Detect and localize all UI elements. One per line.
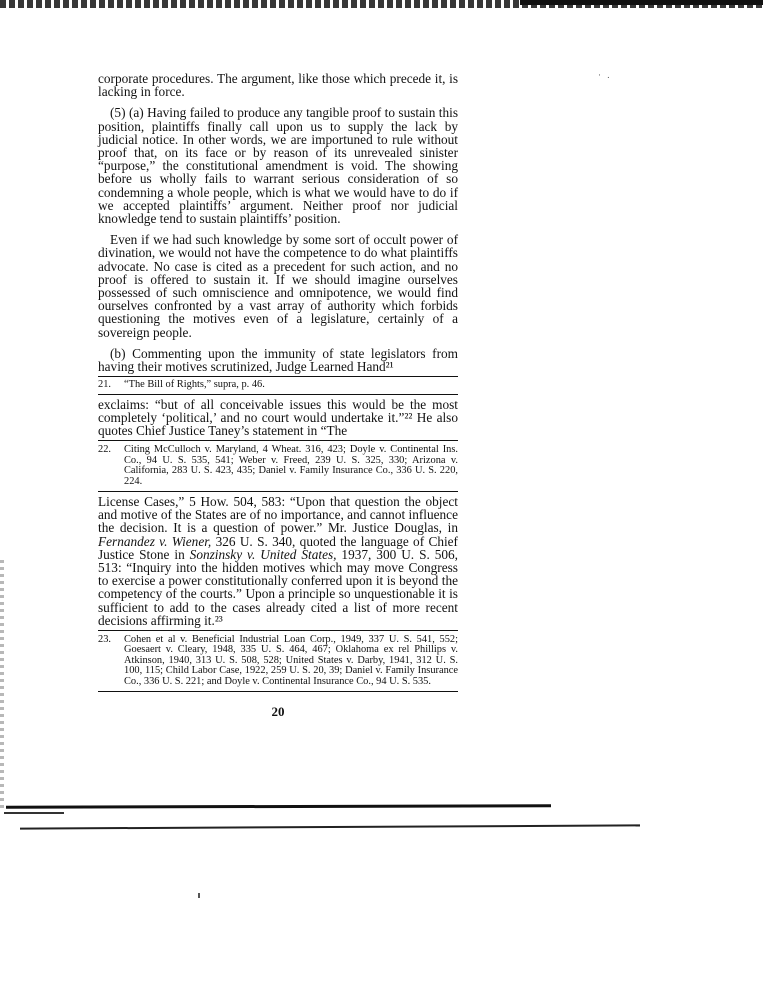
scan-edge-left [0, 560, 4, 810]
footnote-number: 22. [98, 444, 111, 456]
footnote-23 [98, 635, 458, 687]
text-segment: 326 U. S. 340, quoted the language of Chief Justice Stone in [98, 533, 458, 562]
scan-speck: · . [598, 70, 612, 80]
scan-rule [4, 812, 64, 814]
footnote-separator [98, 376, 458, 377]
footnote-number: 23. [98, 633, 111, 645]
footnote-separator [98, 691, 458, 692]
case-name: Sonzinsky v. United States, [189, 546, 337, 562]
paragraph-point-5b: (b) Commenting upon the immunity of state legislators from having their motives scrutinized, Judge Learned Hand²¹ [98, 345, 458, 375]
text-segment: 1937, 300 U. S. 506, 513: “Inquiry into the hidden motives which may move Congress to exercise a power constitutionally conferred upon it is beyond the competency of the courts.” Upon a principle so unquestionable it is sufficient to add to the cases already cited a list of more recent decisions affirming it.²³ [98, 546, 459, 628]
scan-speck [198, 893, 200, 898]
footnote-21 [98, 380, 458, 390]
footnote-text: Citing McCulloch v. Maryland, 4 Wheat. 316, 423; Doyle v. Continental Ins. Co., 94 U. S. 535, 541; Weber v. Freed, 239 U. S. 325, 330; Arizona v. California, 283 U. S. 423, 435; Daniel v. Family Insurance Co., 336 U. S. 220, 224. [124, 444, 458, 487]
footnote-text: “The Bill of Rights,” supra, p. 46. [124, 379, 265, 391]
footnote-22 [98, 445, 458, 487]
document-column [98, 72, 458, 720]
footnote-separator [98, 394, 458, 395]
footnote-number: 21. [98, 379, 111, 391]
paragraph-continuation: corporate procedures. The argument, like those which precede it, is lacking in force. [98, 71, 458, 100]
page-number: 20 [271, 703, 285, 719]
footnote-text: Cohen et al v. Beneficial Industrial Loan Corp., 1949, 337 U. S. 541, 552; Goesaert v. Cleary, 1948, 335 U. S. 464, 467; Oklahoma ex rel Phillips v. Atkinson, 1940, 313 U. S. 508, 528; United States v. Darby, 1941, 312 U. S. 100, 115; Child Labor Case, 1922, 259 U. S. 20, 39; Daniel v. Family Insurance Co., 336 U. S. 221; and Doyle v. Continental Insurance Co., 94 U. S. 535. [124, 633, 458, 687]
scan-edge-top-right [520, 0, 763, 5]
paragraph-learned-hand-quote: exclaims: “but of all conceivable issues this would be the most completely ‘political,’ and no court would undertake it.”²² He also quotes Chief Justice Taney’s statement in “The [98, 396, 458, 439]
footnote-separator [98, 630, 458, 631]
scan-rule [20, 824, 640, 829]
scan-rule [6, 804, 551, 808]
text-segment: License Cases,” 5 How. 504, 583: “Upon that question the object and motive of the States are of no importance, and cannot influence the decision. It is a question of power.” Mr. Justice Douglas, in [98, 493, 458, 536]
footnote-separator [98, 440, 458, 441]
footnote-separator [98, 491, 458, 492]
case-name: Fernandez v. Wiener, [98, 533, 212, 549]
paragraph-occult-power: Even if we had such knowledge by some sort of occult power of divination, we would not have the competence to do what plaintiffs advocate. No case is cited as a precedent for such action, and no proof is offered to sustain it. If we should imagine ourselves possessed of such omniscience and omnipotence, we would find ourselves confronted by a vast array of authority which forbids questioning the motives even of a legislature, certainly of a sovereign people. [98, 232, 458, 340]
paragraph-point-5a: (5) (a) Having failed to produce any tangible proof to sustain this position, plaintiffs finally call upon us to supply the lack by judicial notice. In other words, we are importuned to rule without proof that, on its face or by reason of its unrevealed sinister “purpose,” the constitutional amendment is void. The showing before us wholly fails to warrant serious consideration of so condemning a whole people, which is what we would have to do if we accepted plaintiffs’ argument. Neither proof nor judicial knowledge tend to sustain plaintiffs’ position. [98, 105, 458, 227]
paragraph-license-cases [98, 495, 458, 627]
